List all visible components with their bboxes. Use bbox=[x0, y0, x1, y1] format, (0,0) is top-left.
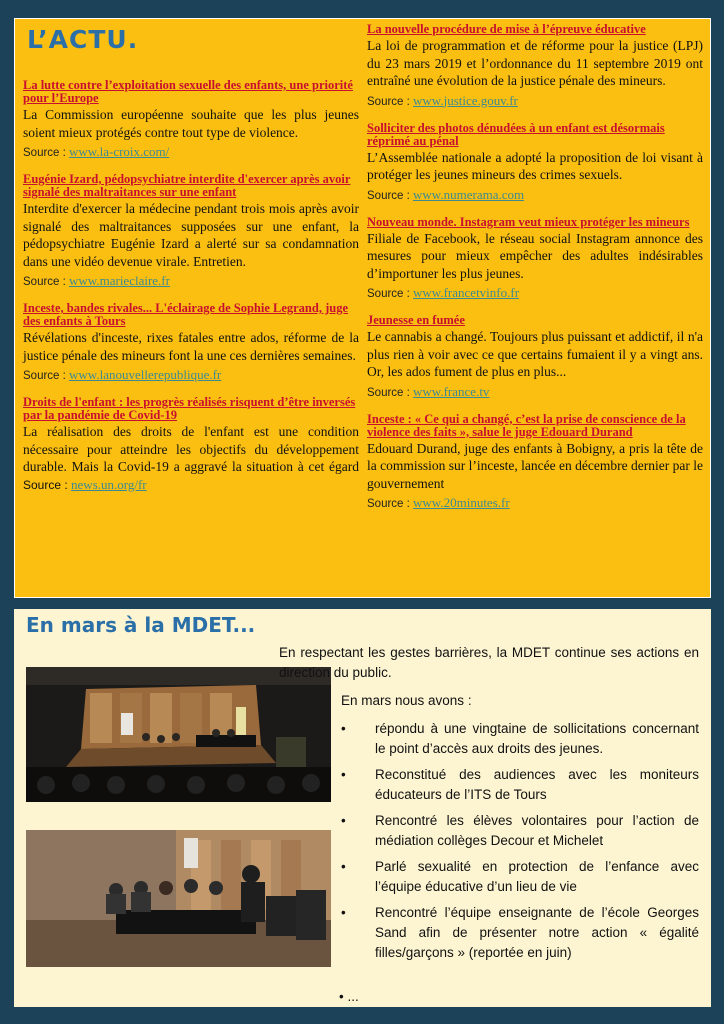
news-title[interactable]: Droits de l'enfant : les progrès réalisés risquent d’être inversés par la pandémie de Covid-19 bbox=[23, 395, 356, 422]
source-label: Source : bbox=[23, 276, 70, 288]
news-text: La loi de programmation et de réforme pour la justice (LPJ) du 23 mars 2019 et l’ordonnance du 11 septembre 2019 ont entraîné une évolution de la justice pénale des mineurs. bbox=[367, 38, 703, 88]
news-text: Edouard Durand, juge des enfants à Bobigny, a pris la tête de la commission sur l’inceste, lancée en décembre dernier par le gouvernement bbox=[367, 440, 703, 491]
source-label: Source : bbox=[23, 147, 70, 159]
news-title[interactable]: Nouveau monde. Instagram veut mieux protéger les mineurs bbox=[367, 214, 690, 229]
actu-title: L’ACTU. bbox=[27, 25, 139, 54]
mdet-title: En mars à la MDET... bbox=[26, 613, 256, 637]
source-label: Source : bbox=[367, 95, 414, 108]
news-text: Filiale de Facebook, le réseau social Instagram annonce des mesures pour mieux empêcher des adultes indésirables d’importuner les plus jeunes. bbox=[367, 230, 703, 281]
news-title[interactable]: La lutte contre l’exploitation sexuelle des enfants, une priorité pour l’Europe bbox=[23, 78, 353, 105]
news-text bbox=[23, 423, 359, 494]
source-link[interactable]: www.justice.gouv.fr bbox=[413, 92, 518, 108]
source-link[interactable]: www.la-croix.com/ bbox=[69, 144, 170, 159]
actu-left-column bbox=[23, 79, 359, 507]
news-title[interactable]: Eugénie Izard, pédopsychiatre interdite d'exercer après avoir signalé des maltraitances sur une enfant bbox=[23, 172, 351, 199]
news-source bbox=[23, 367, 359, 383]
list-item: • Parlé sexualité en protection de l’enfance avec l’équipe éducative d’un lieu de vie bbox=[341, 857, 699, 897]
source-link[interactable]: www.lanouvellerepublique.fr bbox=[69, 367, 222, 382]
news-title[interactable]: Inceste : « Ce qui a changé, c’est la prise de conscience de la violence des faits », salue le juge Edouard Durand bbox=[367, 411, 686, 439]
news-source bbox=[23, 273, 359, 289]
news-text: Interdite d'exercer la médecine pendant trois mois après avoir signalé des maltraitances supposées sur une enfant, la pédopsychiatre Eugénie Izard a alerté sur sa condamnation dans une vidéo devenue virale. Entretien. bbox=[23, 201, 359, 269]
mdet-ellipsis: • ... bbox=[339, 989, 359, 1004]
news-item bbox=[23, 79, 359, 160]
list-item: • Rencontré l’équipe enseignante de l’école Georges Sand afin de présenter notre action « égalité filles/garçons » (reportée en juin) bbox=[341, 903, 699, 963]
news-item bbox=[367, 216, 703, 302]
news-source bbox=[367, 285, 703, 301]
source-label: Source : bbox=[367, 189, 414, 202]
source-label: Source : bbox=[23, 370, 70, 382]
news-source bbox=[367, 93, 703, 109]
news-text: La Commission européenne souhaite que les plus jeunes soient mieux protégés contre tout type de violence. bbox=[23, 107, 359, 140]
news-title[interactable]: Jeunesse en fumée bbox=[367, 313, 465, 327]
news-item bbox=[367, 314, 703, 400]
source-label: Source : bbox=[367, 288, 414, 300]
news-item bbox=[23, 396, 359, 494]
source-link[interactable]: news.un.org/fr bbox=[71, 476, 147, 492]
source-link[interactable]: www.numerama.com bbox=[413, 186, 525, 202]
actu-right-column bbox=[367, 23, 703, 524]
news-item bbox=[23, 173, 359, 289]
news-source bbox=[23, 144, 359, 160]
mdet-intro-text: En respectant les gestes barrières, la MDET continue ses actions en direction du public. bbox=[279, 645, 699, 680]
news-title[interactable]: Solliciter des photos dénudées à un enfant est désormais réprimé au pénal bbox=[367, 120, 665, 148]
mdet-lead: En mars nous avons : bbox=[341, 693, 472, 708]
news-item bbox=[367, 23, 703, 109]
news-source bbox=[367, 187, 703, 203]
source-label: Source : bbox=[367, 498, 414, 510]
mdet-intro bbox=[279, 643, 699, 683]
mdet-section bbox=[14, 609, 711, 1007]
news-source bbox=[23, 478, 147, 492]
news-title[interactable]: La nouvelle procédure de mise à l’épreuve éducative bbox=[367, 22, 646, 36]
actu-section bbox=[14, 18, 711, 598]
news-item bbox=[23, 302, 359, 383]
source-label: Source : bbox=[367, 386, 414, 399]
news-text: Révélations d'inceste, rixes fatales entre ados, réforme de la justice pénale des mineurs font la une ces dernières semaines. bbox=[23, 330, 359, 363]
list-item: • Rencontré les élèves volontaires pour l’action de médiation collèges Decour et Michelet bbox=[341, 811, 699, 851]
news-item bbox=[367, 122, 703, 203]
news-source bbox=[367, 495, 703, 511]
list-item: • Reconstitué des audiences avec les moniteurs éducateurs de l’ITS de Tours bbox=[341, 765, 699, 805]
source-label: Source : bbox=[23, 477, 72, 492]
news-item bbox=[367, 413, 703, 512]
source-link[interactable]: www.france.tv bbox=[413, 383, 490, 399]
source-link[interactable]: www.francetvinfo.fr bbox=[413, 285, 520, 300]
source-link[interactable]: www.20minutes.fr bbox=[413, 495, 510, 510]
mdet-actions-list bbox=[279, 719, 699, 963]
source-link[interactable]: www.marieclaire.fr bbox=[69, 273, 170, 288]
news-source bbox=[367, 384, 703, 400]
mdet-text bbox=[279, 643, 699, 969]
news-text-body: La réalisation des droits de l'enfant est une condition nécessaire pour atteindre les objectifs du développement durable. Mais la Covid-19 a aggravé la situation à cet égard bbox=[23, 424, 359, 474]
news-text: Le cannabis a changé. Toujours plus puissant et addictif, il n'a plus rien à voir avec ce que certains fumaient il y a vingt ans. Or, les ados fument de plus en plus... bbox=[367, 329, 703, 379]
news-text: L’Assemblée nationale a adopté la proposition de loi visant à protéger les jeunes mineurs des crimes sexuels. bbox=[367, 149, 703, 182]
list-item: • répondu à une vingtaine de sollicitations concernant le point d’accès aux droits des jeunes. bbox=[341, 719, 699, 759]
news-title[interactable]: Inceste, bandes rivales... L'éclairage de Sophie Legrand, juge des enfants à Tours bbox=[23, 301, 348, 328]
